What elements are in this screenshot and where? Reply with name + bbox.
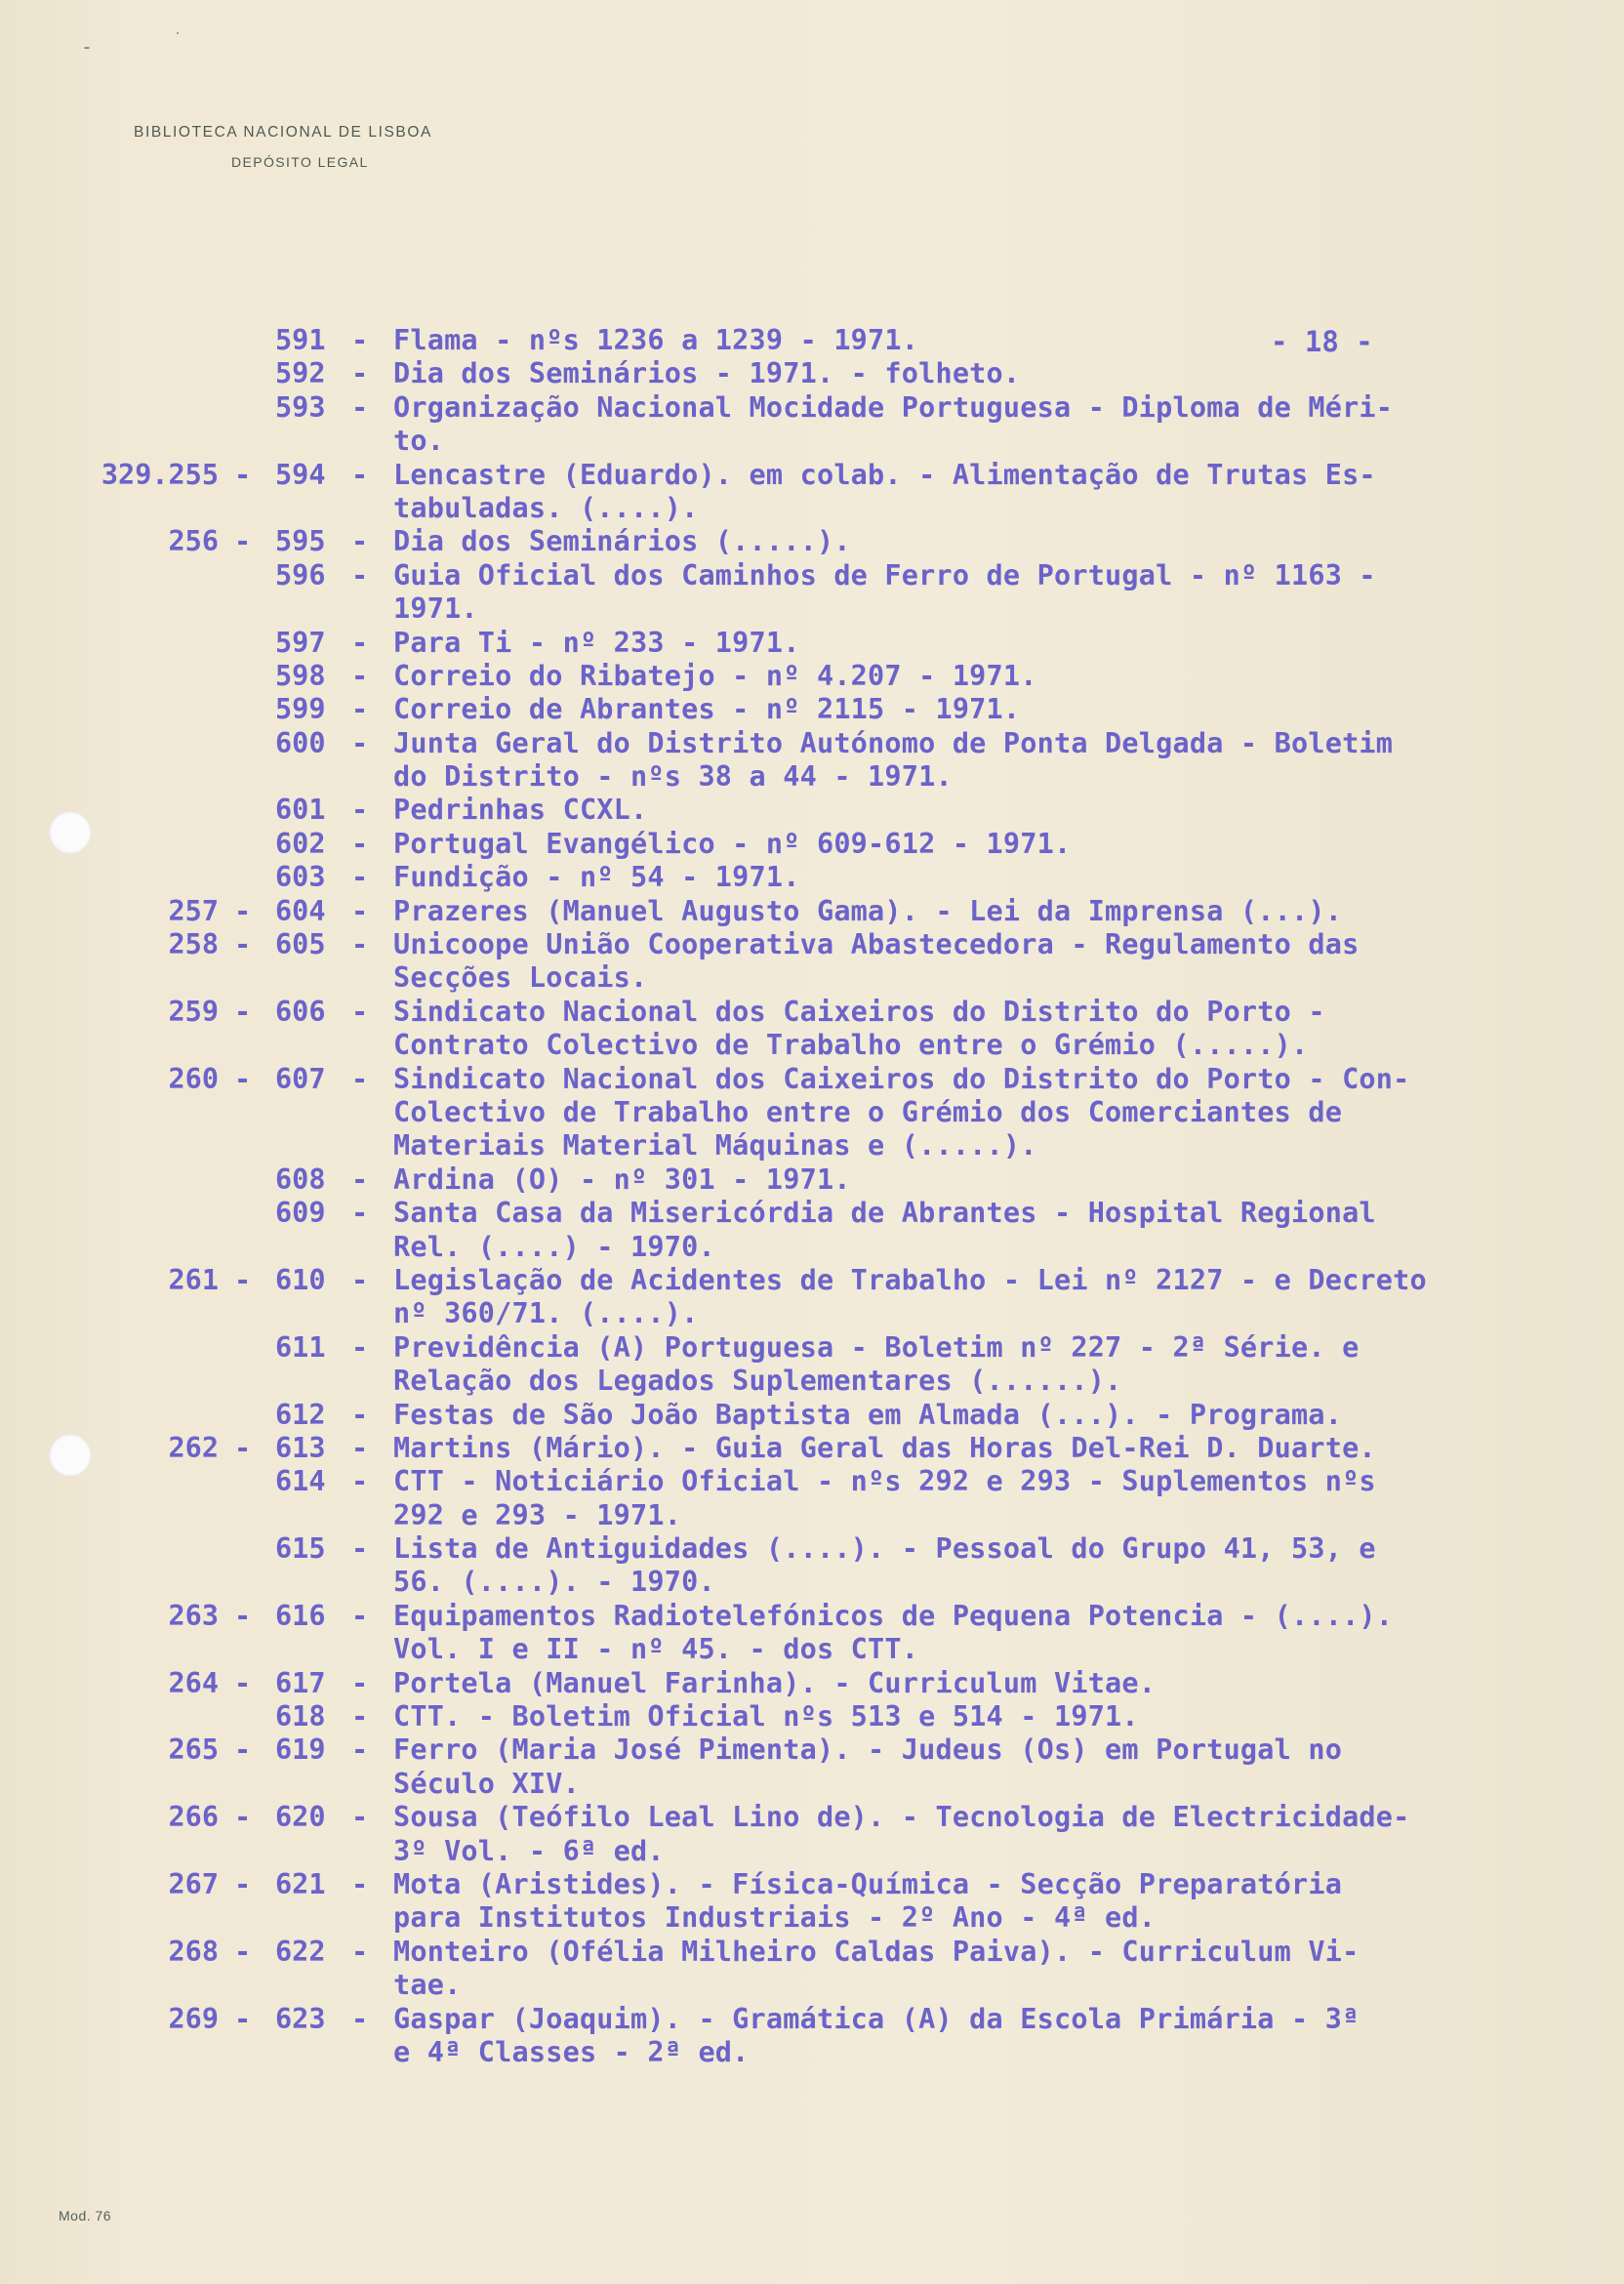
entry-line xyxy=(0,1700,1624,1733)
entry-text: Para Ti - nº 233 - 1971. xyxy=(393,626,800,659)
separator-dash: - xyxy=(351,928,369,961)
entry-continuation-line xyxy=(0,492,1624,525)
separator-dash: - xyxy=(234,458,252,491)
entry-number: 609 xyxy=(275,1197,326,1230)
entry-text: Pedrinhas CCXL. xyxy=(393,794,648,827)
entry-text: Organização Nacional Mocidade Portuguesa - Diploma de Méri- xyxy=(393,390,1394,424)
classification-number: 263 xyxy=(168,1599,219,1632)
separator-dash: - xyxy=(351,1666,369,1699)
classification-number: 265 xyxy=(168,1733,219,1767)
entry-continuation-line xyxy=(0,1901,1624,1935)
entry-line xyxy=(0,1936,1624,1969)
entry-continuation-line xyxy=(0,1297,1624,1330)
separator-dash: - xyxy=(351,558,369,591)
entry-text: Mota (Aristides). - Física-Química - Secção Preparatória xyxy=(393,1867,1343,1900)
entry-line xyxy=(0,459,1624,492)
deposit-list xyxy=(0,324,1624,2069)
entry-text: Equipamentos Radiotelefónicos de Pequena Potencia - (....). xyxy=(393,1599,1394,1632)
entry-line xyxy=(0,1868,1624,1901)
entry-number: 612 xyxy=(275,1398,326,1431)
classification-number: 256 xyxy=(168,525,219,558)
separator-dash: - xyxy=(351,1733,369,1767)
entry-line xyxy=(0,794,1624,827)
entry-continuation-line xyxy=(0,1129,1624,1162)
entry-line xyxy=(0,1331,1624,1365)
classification-number: 269 xyxy=(168,2002,219,2035)
entry-continuation-line xyxy=(0,1499,1624,1532)
entry-number: 600 xyxy=(275,726,326,759)
entry-text: Unicoope União Cooperativa Abastecedora - Regulamento das xyxy=(393,928,1360,961)
separator-dash: - xyxy=(234,1935,252,1968)
separator-dash: - xyxy=(234,1062,252,1095)
entry-text: Prazeres (Manuel Augusto Gama). - Lei da Imprensa (...). xyxy=(393,894,1343,927)
entry-line xyxy=(0,1264,1624,1297)
separator-dash: - xyxy=(351,1162,369,1196)
separator-dash: - xyxy=(351,1532,369,1566)
separator-dash: - xyxy=(351,1330,369,1364)
entry-line xyxy=(0,627,1624,660)
entry-line xyxy=(0,1667,1624,1700)
classification-number: 258 xyxy=(168,928,219,961)
entry-text: Ferro (Maria José Pimenta). - Judeus (Os) em Portugal no xyxy=(393,1733,1343,1767)
entry-continuation-line xyxy=(0,1969,1624,2002)
department-name: DEPÓSITO LEGAL xyxy=(231,154,369,170)
entry-text: Dia dos Seminários - 1971. - folheto. xyxy=(393,357,1021,390)
entry-line xyxy=(0,693,1624,726)
punch-hole xyxy=(49,811,92,854)
entry-line xyxy=(0,525,1624,558)
entry-number: 597 xyxy=(275,626,326,659)
entry-text: Festas de São João Baptista em Almada (...). - Programa. xyxy=(393,1398,1343,1431)
separator-dash: - xyxy=(351,1431,369,1464)
entry-text: 1971. xyxy=(393,592,478,626)
entry-text: Lencastre (Eduardo). em colab. - Alimentação de Trutas Es- xyxy=(393,458,1376,491)
entry-text: do Distrito - nºs 38 a 44 - 1971. xyxy=(393,760,953,794)
punch-hole xyxy=(49,1434,92,1477)
classification-number: 260 xyxy=(168,1062,219,1095)
entry-text: Legislação de Acidentes de Trabalho - Lei nº 2127 - e Decreto xyxy=(393,1263,1427,1296)
entry-text: Contrato Colectivo de Trabalho entre o Grémio (.....). xyxy=(393,1029,1309,1062)
entry-number: 613 xyxy=(275,1431,326,1464)
entry-text: tae. xyxy=(393,1969,462,2002)
separator-dash: - xyxy=(351,1398,369,1431)
entry-text: Portela (Manuel Farinha). - Curriculum Vitae. xyxy=(393,1666,1157,1699)
entry-text: CTT. - Boletim Oficial nºs 513 e 514 - 1971. xyxy=(393,1700,1139,1733)
separator-dash: - xyxy=(234,1867,252,1900)
separator-dash: - xyxy=(351,626,369,659)
separator-dash: - xyxy=(234,894,252,927)
separator-dash: - xyxy=(351,357,369,390)
entry-continuation-line xyxy=(0,1029,1624,1062)
separator-dash: - xyxy=(234,1733,252,1767)
classification-number: 259 xyxy=(168,995,219,1028)
entry-line xyxy=(0,727,1624,760)
entry-text: para Institutos Industriais - 2º Ano - 4ª ed. xyxy=(393,1901,1157,1935)
entry-text: nº 360/71. (....). xyxy=(393,1297,699,1330)
entry-number: 608 xyxy=(275,1162,326,1196)
entry-text: Correio do Ribatejo - nº 4.207 - 1971. xyxy=(393,659,1037,692)
entry-text: Gaspar (Joaquim). - Gramática (A) da Escola Primária - 3ª xyxy=(393,2002,1360,2035)
entry-continuation-line xyxy=(0,1096,1624,1129)
separator-dash: - xyxy=(351,1599,369,1632)
entry-line xyxy=(0,895,1624,928)
entry-number: 623 xyxy=(275,2002,326,2035)
paper-speck xyxy=(84,47,90,49)
entry-text: Relação dos Legados Suplementares (......). xyxy=(393,1365,1122,1398)
separator-dash: - xyxy=(351,1935,369,1968)
entry-text: Vol. I e II - nº 45. - dos CTT. xyxy=(393,1633,919,1666)
entry-continuation-line xyxy=(0,1365,1624,1398)
separator-dash: - xyxy=(351,1867,369,1900)
entry-text: Martins (Mário). - Guia Geral das Horas Del-Rei D. Duarte. xyxy=(393,1431,1376,1464)
entry-line xyxy=(0,828,1624,861)
separator-dash: - xyxy=(351,525,369,558)
entry-number: 610 xyxy=(275,1263,326,1296)
entry-text: Flama - nºs 1236 a 1239 - 1971. xyxy=(393,324,919,356)
separator-dash: - xyxy=(234,1666,252,1699)
entry-text: Portugal Evangélico - nº 609-612 - 1971. xyxy=(393,827,1072,860)
entry-number: 611 xyxy=(275,1330,326,1364)
entry-text: Ardina (O) - nº 301 - 1971. xyxy=(393,1162,851,1196)
entry-line xyxy=(0,1063,1624,1096)
separator-dash: - xyxy=(351,2002,369,2035)
letterhead xyxy=(134,124,432,170)
classification-number: 329.255 xyxy=(101,458,219,491)
separator-dash: - xyxy=(351,794,369,827)
entry-text: tabuladas. (....). xyxy=(393,491,699,524)
entry-continuation-line xyxy=(0,961,1624,995)
entry-text: Fundição - nº 54 - 1971. xyxy=(393,861,800,894)
separator-dash: - xyxy=(234,928,252,961)
entry-text: Colectivo de Trabalho entre o Grémio dos Comerciantes de xyxy=(393,1095,1343,1128)
classification-number: 264 xyxy=(168,1666,219,1699)
entry-number: 593 xyxy=(275,390,326,424)
entry-line xyxy=(0,1733,1624,1767)
separator-dash: - xyxy=(351,324,369,356)
separator-dash: - xyxy=(234,2002,252,2035)
entry-text: Previdência (A) Portuguesa - Boletim nº 227 - 2ª Série. e xyxy=(393,1330,1360,1364)
entry-number: 620 xyxy=(275,1801,326,1834)
entry-text: Século XIV. xyxy=(393,1767,580,1800)
form-model-label: Mod. 76 xyxy=(59,2208,112,2223)
entry-number: 606 xyxy=(275,995,326,1028)
classification-number: 257 xyxy=(168,894,219,927)
separator-dash: - xyxy=(234,995,252,1028)
paper-speck xyxy=(177,32,179,34)
entry-line xyxy=(0,861,1624,894)
entry-line xyxy=(0,928,1624,961)
separator-dash: - xyxy=(351,659,369,692)
entry-line xyxy=(0,1801,1624,1834)
entry-line xyxy=(0,1163,1624,1197)
entry-text: to. xyxy=(393,425,445,458)
entry-number: 607 xyxy=(275,1062,326,1095)
entry-continuation-line xyxy=(0,592,1624,626)
entry-continuation-line xyxy=(0,760,1624,794)
entry-text: Junta Geral do Distrito Autónomo de Ponta Delgada - Boletim xyxy=(393,726,1394,759)
entry-number: 604 xyxy=(275,894,326,927)
entry-line xyxy=(0,1432,1624,1465)
separator-dash: - xyxy=(351,1465,369,1498)
entry-text: Secções Locais. xyxy=(393,961,648,995)
separator-dash: - xyxy=(234,525,252,558)
classification-number: 262 xyxy=(168,1431,219,1464)
entry-text: Guia Oficial dos Caminhos de Ferro de Portugal - nº 1163 - xyxy=(393,558,1376,591)
entry-number: 614 xyxy=(275,1465,326,1498)
entry-number: 616 xyxy=(275,1599,326,1632)
separator-dash: - xyxy=(234,1263,252,1296)
entry-text: Sindicato Nacional dos Caixeiros do Distrito do Porto - xyxy=(393,995,1325,1028)
entry-number: 617 xyxy=(275,1666,326,1699)
entry-number: 622 xyxy=(275,1935,326,1968)
classification-number: 261 xyxy=(168,1263,219,1296)
entry-number: 594 xyxy=(275,458,326,491)
separator-dash: - xyxy=(351,1062,369,1095)
entry-number: 621 xyxy=(275,1867,326,1900)
separator-dash: - xyxy=(351,894,369,927)
entry-text: 3º Vol. - 6ª ed. xyxy=(393,1834,665,1867)
entry-text: Lista de Antiguidades (....). - Pessoal do Grupo 41, 53, e xyxy=(393,1532,1376,1566)
entry-text: Dia dos Seminários (.....). xyxy=(393,525,851,558)
entry-number: 605 xyxy=(275,928,326,961)
page-number: - 18 - xyxy=(1271,325,1373,358)
separator-dash: - xyxy=(351,861,369,894)
separator-dash: - xyxy=(351,1700,369,1733)
entry-text: Santa Casa da Misericórdia de Abrantes - Hospital Regional xyxy=(393,1197,1376,1230)
separator-dash: - xyxy=(351,995,369,1028)
entry-line xyxy=(0,660,1624,693)
entry-continuation-line xyxy=(0,1633,1624,1666)
separator-dash: - xyxy=(234,1599,252,1632)
institution-name: BIBLIOTECA NACIONAL DE LISBOA xyxy=(134,124,432,141)
entry-continuation-line xyxy=(0,1566,1624,1599)
classification-number: 266 xyxy=(168,1801,219,1834)
separator-dash: - xyxy=(351,1263,369,1296)
entry-number: 595 xyxy=(275,525,326,558)
separator-dash: - xyxy=(234,1801,252,1834)
entry-number: 602 xyxy=(275,827,326,860)
separator-dash: - xyxy=(351,458,369,491)
entry-continuation-line xyxy=(0,1768,1624,1801)
entry-line xyxy=(0,1532,1624,1566)
entry-line xyxy=(0,996,1624,1029)
entry-number: 599 xyxy=(275,693,326,726)
separator-dash: - xyxy=(351,726,369,759)
entry-continuation-line xyxy=(0,1231,1624,1264)
entry-text: 56. (....). - 1970. xyxy=(393,1566,715,1599)
separator-dash: - xyxy=(351,693,369,726)
entry-line xyxy=(0,559,1624,592)
entry-number: 596 xyxy=(275,558,326,591)
entry-number: 592 xyxy=(275,357,326,390)
entry-line xyxy=(0,357,1624,390)
entry-line xyxy=(0,1197,1624,1230)
entry-number: 603 xyxy=(275,861,326,894)
entry-line xyxy=(0,391,1624,425)
entry-text: Correio de Abrantes - nº 2115 - 1971. xyxy=(393,693,1021,726)
entry-number: 615 xyxy=(275,1532,326,1566)
entry-line xyxy=(0,1600,1624,1633)
separator-dash: - xyxy=(351,1801,369,1834)
entry-number: 618 xyxy=(275,1700,326,1733)
entry-line xyxy=(0,1465,1624,1498)
entry-line xyxy=(0,2003,1624,2036)
classification-number: 268 xyxy=(168,1935,219,1968)
separator-dash: - xyxy=(351,390,369,424)
entry-number: 619 xyxy=(275,1733,326,1767)
entry-text: Rel. (....) - 1970. xyxy=(393,1230,715,1263)
entry-number: 591 xyxy=(275,324,326,356)
classification-number: 267 xyxy=(168,1867,219,1900)
entry-number: 598 xyxy=(275,659,326,692)
entry-continuation-line xyxy=(0,1835,1624,1868)
entry-text: Materiais Material Máquinas e (.....). xyxy=(393,1129,1037,1162)
entry-line xyxy=(0,324,1624,357)
entry-text: Sousa (Teófilo Leal Lino de). - Tecnologia de Electricidade- xyxy=(393,1801,1410,1834)
entry-text: Monteiro (Ofélia Milheiro Caldas Paiva). - Curriculum Vi- xyxy=(393,1935,1360,1968)
entry-continuation-line xyxy=(0,425,1624,458)
entry-text: e 4ª Classes - 2ª ed. xyxy=(393,2035,750,2068)
entry-text: 292 e 293 - 1971. xyxy=(393,1498,682,1531)
separator-dash: - xyxy=(234,1431,252,1464)
separator-dash: - xyxy=(351,827,369,860)
separator-dash: - xyxy=(351,1197,369,1230)
entry-line xyxy=(0,1399,1624,1432)
entry-text: CTT - Noticiário Oficial - nºs 292 e 293 - Suplementos nºs xyxy=(393,1465,1376,1498)
entry-number: 601 xyxy=(275,794,326,827)
entry-continuation-line xyxy=(0,2036,1624,2069)
entry-text: Sindicato Nacional dos Caixeiros do Distrito do Porto - Con- xyxy=(393,1062,1410,1095)
